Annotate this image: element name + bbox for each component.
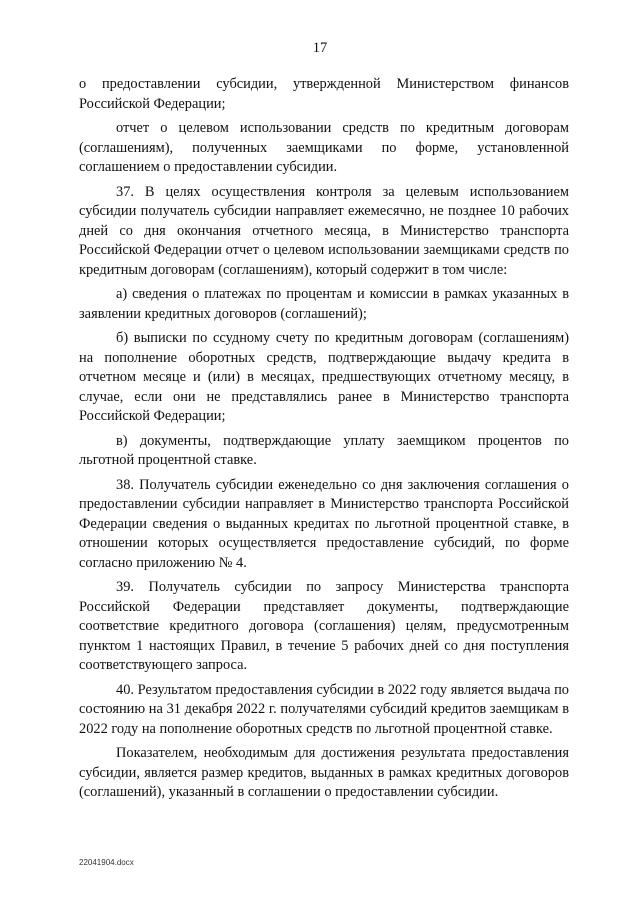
- paragraph-37b: б) выписки по ссудному счету по кредитным договорам (соглашениям) на пополнение оборотных средств, подтверждающие выдачу кредита в отчетном месяце и (или) в месяцах, предшествующих отчетному месяцу, в случае, если они не представлялись ранее в Министерство транспорта Российской Федерации;: [79, 330, 569, 424]
- paragraph-39: 39. Получатель субсидии по запросу Министерства транспорта Российской Федерации представляет документы, подтверждающие соответствие кредитного договора (соглашения) целям, предусмотренным пунктом 1 настоящих Правил, в течение 5 рабочих дней со дня поступления соответствующего запроса.: [79, 579, 569, 673]
- paragraph-37c: в) документы, подтверждающие уплату заемщиком процентов по льготной процентной ставке.: [79, 432, 569, 468]
- paragraph-indicator: Показателем, необходимым для достижения результата предоставления субсидии, является размер кредитов, выданных в рамках кредитных договоров (соглашений), указанный в соглашении о предоставлении субсидии.: [79, 745, 569, 800]
- paragraph-40: 40. Результатом предоставления субсидии в 2022 году является выдача по состоянию на 31 декабря 2022 г. получателями субсидий кредитов заемщикам в 2022 году на пополнение оборотных средств по льготной процентной ставке.: [79, 681, 569, 737]
- paragraph-continuation: о предоставлении субсидии, утвержденной Министерством финансов Российской Федерации;: [79, 76, 569, 112]
- document-body: [79, 75, 569, 803]
- page-number: 17: [312, 40, 328, 56]
- paragraph-38: 38. Получатель субсидии еженедельно со дня заключения соглашения о предоставлении субсидии направляет в Министерство транспорта Российской Федерации сведения о выданных кредитах по льготной процентной ставке, в отношении которых осуществляется предоставление субсидий, по форме согласно приложению № 4.: [79, 476, 569, 571]
- paragraph-37: 37. В целях осуществления контроля за целевым использованием субсидии получатель субсидии направляет ежемесячно, не позднее 10 рабочих дней со дня окончания отчетного месяца, в Министерство транспорта Российской Федерации отчет о целевом использовании заемщиками средств по кредитным договорам (соглашениям), который содержит в том числе:: [79, 183, 569, 278]
- paragraph-report-usage: отчет о целевом использовании средств по кредитным договорам (соглашениям), полученных заемщиками по форме, установленной соглашением о предоставлении субсидии.: [79, 120, 569, 175]
- footer-filename: 22041904.docx: [79, 858, 134, 867]
- paragraph-37a: а) сведения о платежах по процентам и комиссии в рамках указанных в заявлении кредитных договоров (соглашений);: [79, 286, 569, 322]
